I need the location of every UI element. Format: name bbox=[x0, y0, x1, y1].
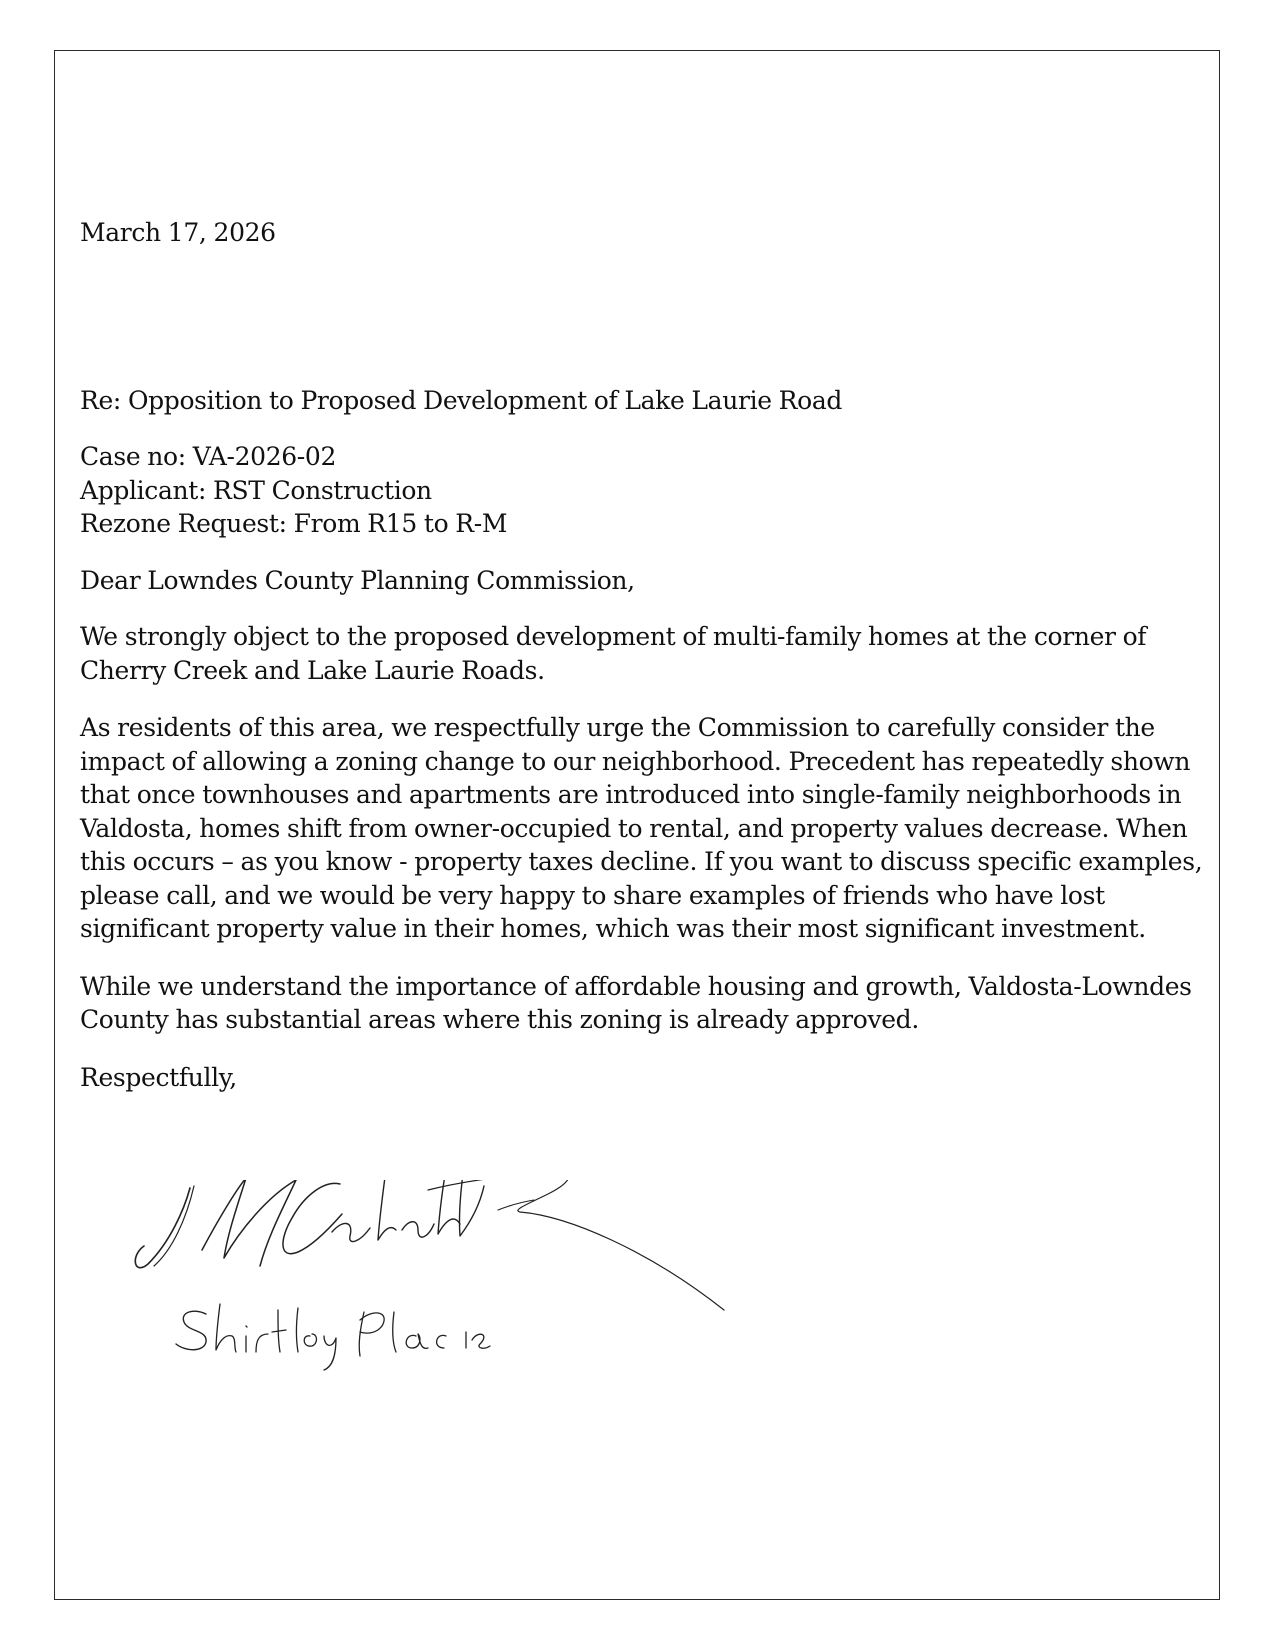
case-number: Case no: VA-2026-02 bbox=[80, 442, 337, 471]
letter-subject: Re: Opposition to Proposed Development of Lake Laurie Road bbox=[80, 385, 843, 415]
rezone-request: Rezone Request: From R15 to R-M bbox=[80, 509, 508, 538]
closing: Respectfully, bbox=[80, 1062, 237, 1092]
paragraph-impact: As residents of this area, we respectfully urge the Commission to carefully consider the impact of allowing a zoning change to our neighborhood. Precedent has repeatedly shown that once townhouses and apartments are introduced into single-family neighborhoods in Valdosta, homes shift from owner-occupied to rental, and property values decrease. When this occurs – as you know - property taxes decline. If you want to discuss specific examples, please call, and we would be very happy to share examples of friends who have lost significant property value in their homes, which was their most significant investment. bbox=[80, 713, 1203, 943]
paragraph-objection: We strongly object to the proposed development of multi-family homes at the corner of Cherry Creek and Lake Laurie Roads. bbox=[80, 622, 1147, 685]
salutation: Dear Lowndes County Planning Commission, bbox=[80, 565, 635, 595]
letter-body bbox=[80, 216, 1212, 1094]
applicant: Applicant: RST Construction bbox=[80, 475, 432, 505]
paragraph-housing: While we understand the importance of affordable housing and growth, Valdosta-Lowndes County has substantial areas where this zoning is already approved. bbox=[80, 971, 1192, 1034]
case-details bbox=[80, 440, 1212, 541]
signature bbox=[128, 1180, 768, 1390]
letter-date: March 17, 2026 bbox=[80, 218, 276, 247]
